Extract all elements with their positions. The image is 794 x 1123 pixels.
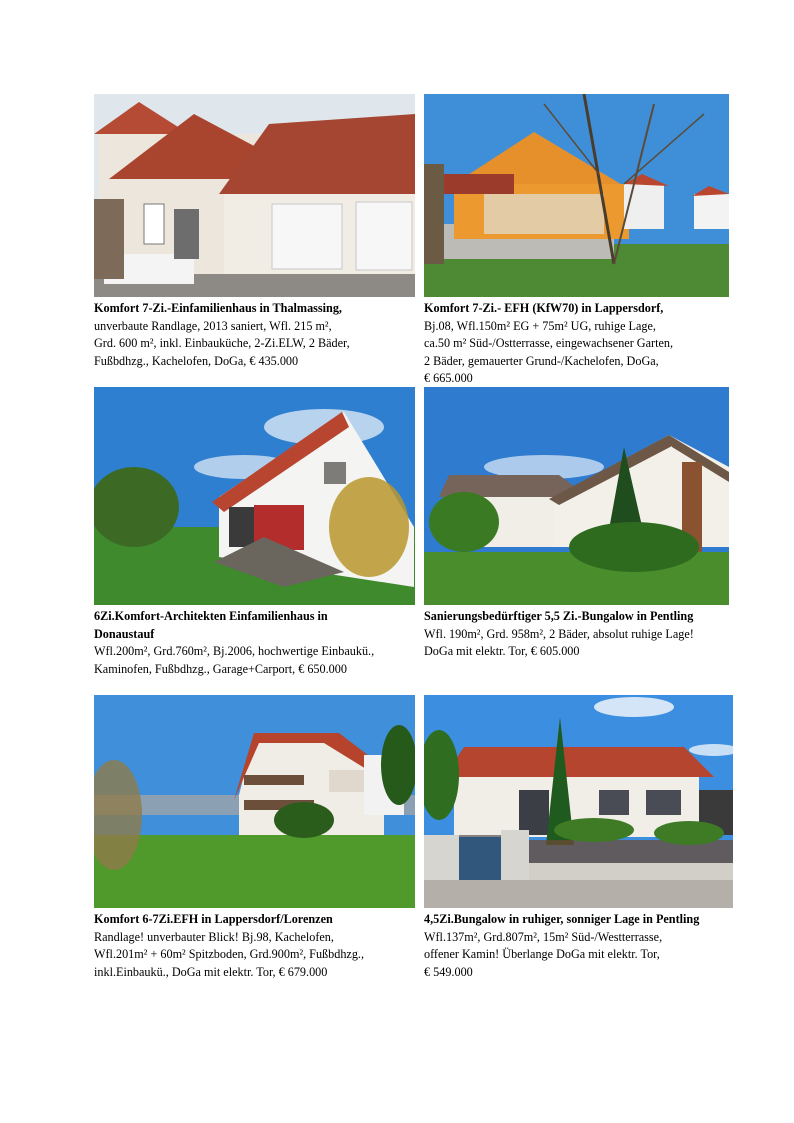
house-photo: [94, 94, 415, 297]
house-photo: [424, 387, 729, 605]
listing-lappersdorf-kfw70: [424, 94, 729, 388]
listing-detail-line: Wfl. 190m², Grd. 958m², 2 Bäder, absolut ruhige Lage!: [424, 626, 694, 641]
house-photo: [94, 695, 415, 908]
listing-title: Komfort 7-Zi.-Einfamilienhaus in Thalmassing,: [94, 301, 342, 315]
listing-detail-line: Wfl.201m² + 60m² Spitzboden, Grd.900m², Fußbdhzg.,: [94, 947, 365, 961]
listing-detail-line: inkl.Einbaukü., DoGa mit elektr. Tor, € 679.000: [94, 964, 328, 979]
listing-detail-line: Fußbdhzg., Kachelofen, DoGa, € 435.000: [94, 353, 299, 368]
listing-title: 4,5Zi.Bungalow in ruhiger, sonniger Lage in Pentling: [424, 912, 700, 926]
listing-caption: [424, 300, 729, 388]
listing-lappersdorf-lorenzen: [94, 695, 415, 981]
house-photo: [94, 387, 415, 605]
listing-detail-line: unverbaute Randlage, 2013 saniert, Wfl. 215 m²,: [94, 318, 332, 333]
listing-caption: [94, 911, 415, 981]
listing-caption: [424, 608, 729, 661]
listing-pentling-sanierung: [424, 387, 729, 661]
listing-title: Sanierungsbedürftiger 5,5 Zi.-Bungalow in Pentling: [424, 609, 694, 623]
listing-detail-line: Wfl.137m², Grd.807m², 15m² Süd-/Westterrasse,: [424, 929, 663, 944]
listing-detail-line: 2 Bäder, gemauerter Grund-/Kachelofen, DoGa,: [424, 353, 659, 368]
listing-pentling-bungalow: [424, 695, 733, 981]
listing-detail-line: Randlage! unverbauter Blick! Bj.98, Kachelofen,: [94, 929, 334, 944]
listing-detail-line: Wfl.200m², Grd.760m², Bj.2006, hochwertige Einbaukü.,: [94, 644, 375, 658]
listing-title: Donaustauf: [94, 626, 155, 641]
listing-detail-line: Bj.08, Wfl.150m² EG + 75m² UG, ruhige Lage,: [424, 318, 656, 333]
listing-detail-line: DoGa mit elektr. Tor, € 605.000: [424, 644, 580, 658]
house-photo: [424, 695, 733, 908]
listing-detail-line: Grd. 600 m², inkl. Einbauküche, 2-Zi.ELW, 2 Bäder,: [94, 336, 350, 350]
house-photo: [424, 94, 729, 297]
listing-detail-line: € 665.000: [424, 371, 473, 385]
listing-title: Komfort 7-Zi.- EFH (KfW70) in Lappersdorf,: [424, 301, 664, 315]
listing-detail-line: € 549.000: [424, 964, 473, 979]
listing-detail-line: offener Kamin! Überlange DoGa mit elektr. Tor,: [424, 947, 660, 961]
listing-donaustauf: [94, 387, 415, 678]
listing-title: Komfort 6-7Zi.EFH in Lappersdorf/Lorenzen: [94, 912, 333, 926]
listing-caption: [424, 911, 733, 981]
listing-title: 6Zi.Komfort-Architekten Einfamilienhaus in: [94, 609, 328, 623]
listing-detail-line: Kaminofen, Fußbdhzg., Garage+Carport, € 650.000: [94, 661, 347, 676]
listing-thalmassing: [94, 94, 415, 370]
listing-caption: [94, 300, 415, 370]
listing-caption: [94, 608, 415, 678]
listing-detail-line: ca.50 m² Süd-/Ostterrasse, eingewachsener Garten,: [424, 336, 674, 350]
